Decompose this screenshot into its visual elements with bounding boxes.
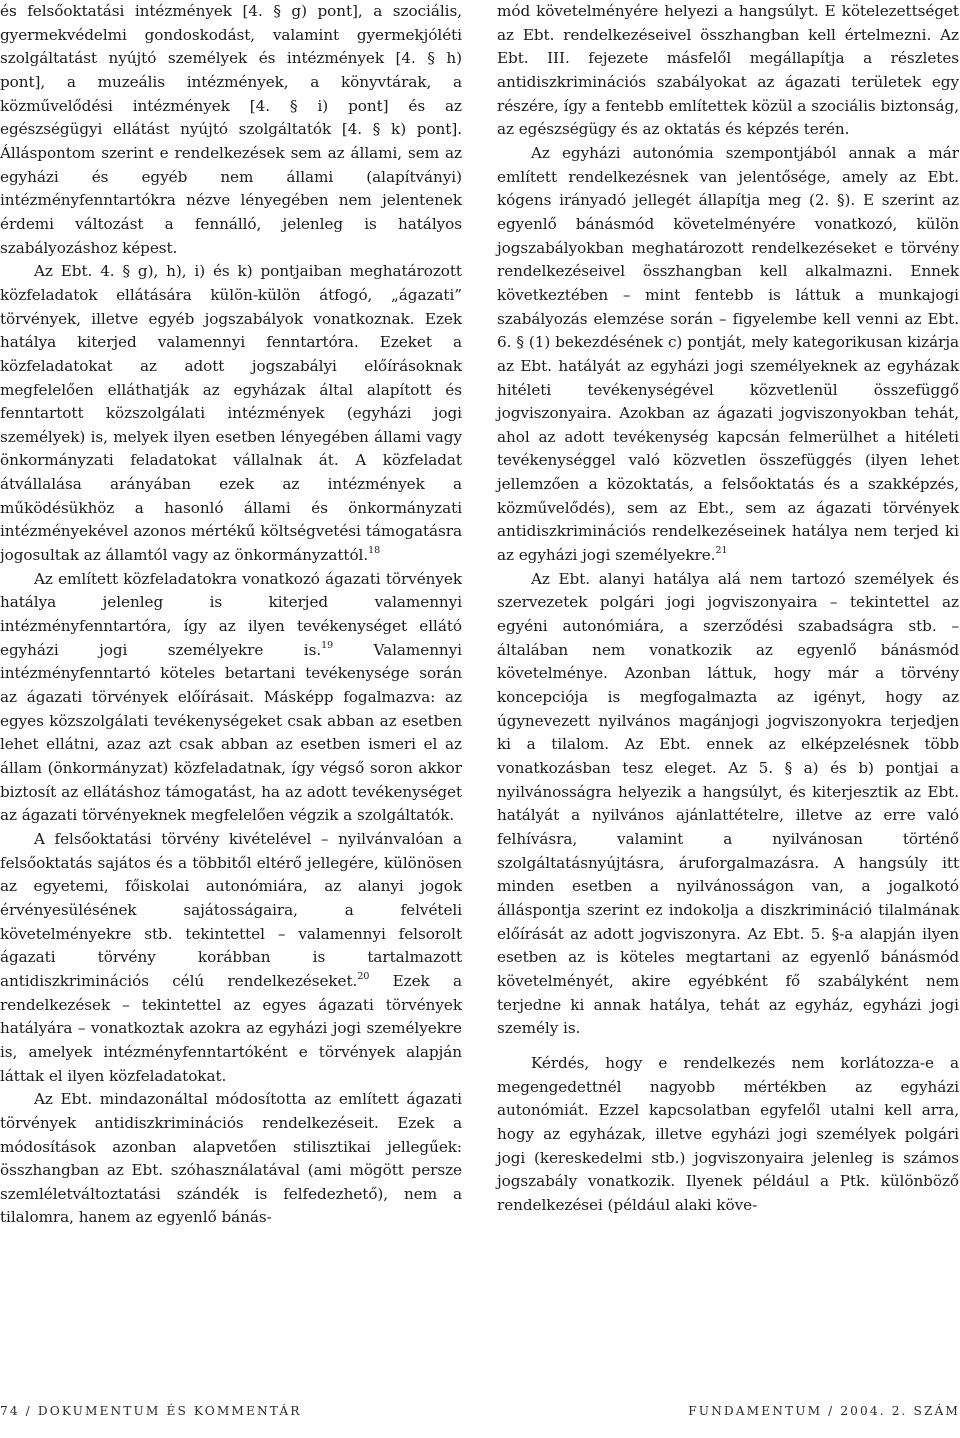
paragraph-text: Az egyházi autonómia szempontjából annak a már említett rendelkezésnek van jelentősége, amely az Ebt. kógens irányadó jellegét állapítja meg (2. §). E szerint az egyenlő bánásmód követelményére vonatkozó, külön jogszabályokban meghatározott rendelkezéseket e törvény rendelkezéseivel összhangban kell alkalmazni. Ennek következtében – mint fentebb is láttuk a munkajogi szabályozás elemzése során – figyelembe kell venni az Ebt. 6. § (1) bekezdésének c) pontját, mely kategorikusan kizárja az Ebt. hatályát az egyházi jogi személyeknek az egyházak hitéleti tevékenységével közvetlenül összefüggő jogviszonyaira. Azokban az ágazati jogviszonyokban tehát, ahol az adott tevékenység kapcsán felmerülhet a hitéleti tevékenységgel való közvetlen összefüggés (ilyen lehet jellemzően a közoktatás, a felsőoktatás és a szakképzés, közművelődés), sem az Ebt., sem az ágazati törvények antidiszkriminációs rendelkezéseinek hatálya nem terjed ki az egyházi jogi személyekre. [497, 143, 959, 565]
paragraph: Kérdés, hogy e rendelkezés nem korlátozza-e a megengedettnél nagyobb mértékben az egyházi autonómiát. Ezzel kapcsolatban egyfelől utalni kell arra, hogy az egyházak, illetve egyházi jogi személyek polgári jogi (kereskedelmi stb.) jogviszonyaira jelenleg is számos jogszabály vonatkozik. Ilyenek például a Ptk. különböző rendelkezései (például alaki köve- [497, 1053, 959, 1214]
paragraph [0, 568, 462, 828]
footnote-ref-19[interactable]: 19 [321, 639, 334, 651]
paragraph [0, 260, 462, 568]
paragraph [497, 142, 959, 568]
paragraph: Az Ebt. mindazonáltal módosította az említett ágazati törvények antidiszkriminációs rendelkezéseit. Ezek a módosítások azonban alapvetően stilisztikai jellegűek: összhangban az Ebt. szóhasználatával (ami mögött persze szemléletváltoztatási szándék is felfedezhető), nem a tilalomra, hanem az egyenlő bánás- [0, 1090, 462, 1227]
paragraph-text: Az említett közfeladatokra vonatkozó ágazati törvények hatálya jelenleg is kiterjed valamennyi intézményfenntartóra, így az ilyen tevékenységet ellátó egyházi jogi személyekre is. [0, 569, 462, 659]
footer-journal-label: FUNDAMENTUM / 2004. 2. SZÁM [688, 1404, 960, 1418]
right-text-column [497, 0, 959, 1217]
footer-page-label: 74 / DOKUMENTUM ÉS KOMMENTÁR [0, 1404, 302, 1418]
paragraph-text: Ezek a rendelkezések – tekintettel az egyes ágazati törvények hatályára – vonatkoztak azokra az egyházi jogi személyekre is, amelyek intézményfenntartóként e törvények alapján láttak el ilyen közfeladatokat. [0, 971, 463, 1085]
paragraph: mód követelményére helyezi a hangsúlyt. E kötelezettséget az Ebt. rendelkezéseivel összhangban kell értelmezni. Az Ebt. III. fejezete másfelől megállapítja a részletes antidiszkriminációs szabályokat az ágazati területek egy részére, így a fentebb említettek közül a szociális biztonság, az egészségügy és az oktatás és képzés terén. [497, 2, 959, 139]
paragraph [0, 828, 462, 1088]
paragraph-text: Az Ebt. 4. § g), h), i) és k) pontjaiban meghatározott közfeladatok ellátására külön-külön átfogó, „ágazati” törvények, illetve egyéb jogszabályok vonatkoznak. Ezek hatálya kiterjed valamennyi fenntartóra. Ezeket a közfeladatokat az adott jogszabályi előírásoknak megfelelően elláthatják az egyházak által alapított és fenntartott közszolgálati intézmények (egyházi jogi személyek) is, melyek ilyen esetben lényegében állami vagy önkormányzati feladatokat vállalnak át. A közfeladat átvállalása arányában ezek az intézmények a működésükhöz a hasonló állami és önkormányzati intézményekével azonos mértékű költségvetési támogatásra jogosultak az államtól vagy az önkormányzattól. [0, 262, 462, 565]
page-footer [0, 1404, 960, 1430]
footnote-ref-18[interactable]: 18 [368, 545, 381, 557]
paragraph: és felsőoktatási intézmények [4. § g) pont], a szociális, gyermekvédelmi gondoskodást, valamint gyermekjóléti szolgáltatást nyújtó személyek és intézmények [4. § h) pont], a muzeális intézmények, a könyvtárak, a közművelődési intézmények [4. § i) pont] és az egészségügyi ellátást nyújtó szolgáltatók [4. § k) pont]. Álláspontom szerint e rendelkezések sem az állami, sem az egyházi és egyéb nem állami (alapítványi) intézményfenntartókra nézve lényegében nem jelentenek érdemi változást a fennálló, jelenleg is hatályos szabályozáshoz képest. [0, 2, 462, 257]
paragraph-text: A felsőoktatási törvény kivételével – nyilvánvalóan a felsőoktatás sajátos és a többitől eltérő jellegére, különösen az egyetemi, főiskolai autonómiára, az alanyi jogok érvényesülésének sajátosságaira, a felvételi követelményekre stb. tekintettel – valamennyi felsorolt ágazati törvény korábban is tartalmazott antidiszkriminációs célú rendelkezéseket. [0, 829, 462, 990]
footnote-ref-20[interactable]: 20 [357, 970, 370, 982]
paragraph-text: Valamennyi intézményfenntartó köteles betartani tevékenysége során az ágazati törvények előírásait. Másképp fogalmazva: az egyes közszolgálati tevékenységeket csak abban az esetben lehet ellátni, azaz azt csak abban az esetben ismeri el az állam (önkormányzat) közfeladatnak, így végső soron akkor biztosít az ellátáshoz támogatást, ha az adott tevékenységet az ágazati törvényeknek megfelelően végzik a szolgáltatók. [0, 640, 462, 825]
left-text-column [0, 0, 462, 1230]
footnote-ref-21[interactable]: 21 [715, 545, 728, 557]
paragraph: Az Ebt. alanyi hatálya alá nem tartozó személyek és szervezetek polgári jogi jogviszonyaira – tekintettel az egyéni autonómiára, a szerződési szabadságra stb. – általában nem vonatkozik az egyenlő bánásmód követelménye. Azonban láttuk, hogy már a törvény koncepciója is megfogalmazta az igényt, hogy az úgynevezett nyilvános magánjogi jogviszonyokra terjedjen ki a tilalom. Az Ebt. ennek az elképzelésnek több vonatkozásban tesz eleget. Az 5. § a) és b) pontjai a nyilvánosságra helyezik a hangsúlyt, és kiterjesztik az Ebt. hatályát a nyilvános ajánlattételre, illetve az erre való felhívásra, valamint a nyilvánosan történő szolgáltatásnyújtásra, áruforgalmazásra. A hangsúly itt minden esetben a nyilvánosságon van, a jogalkotó álláspontja szerint ez indokolja a diszkrimináció tilalmának előírását az adott jogviszonyra. Az Ebt. 5. §-a alapján ilyen esetben az is köteles megtartani az egyenlő bánásmód követelményét, akire egyébként fő szabályként nem terjedne ki annak hatálya, tehát az egyház, egyházi jogi személy is. [497, 569, 959, 1038]
